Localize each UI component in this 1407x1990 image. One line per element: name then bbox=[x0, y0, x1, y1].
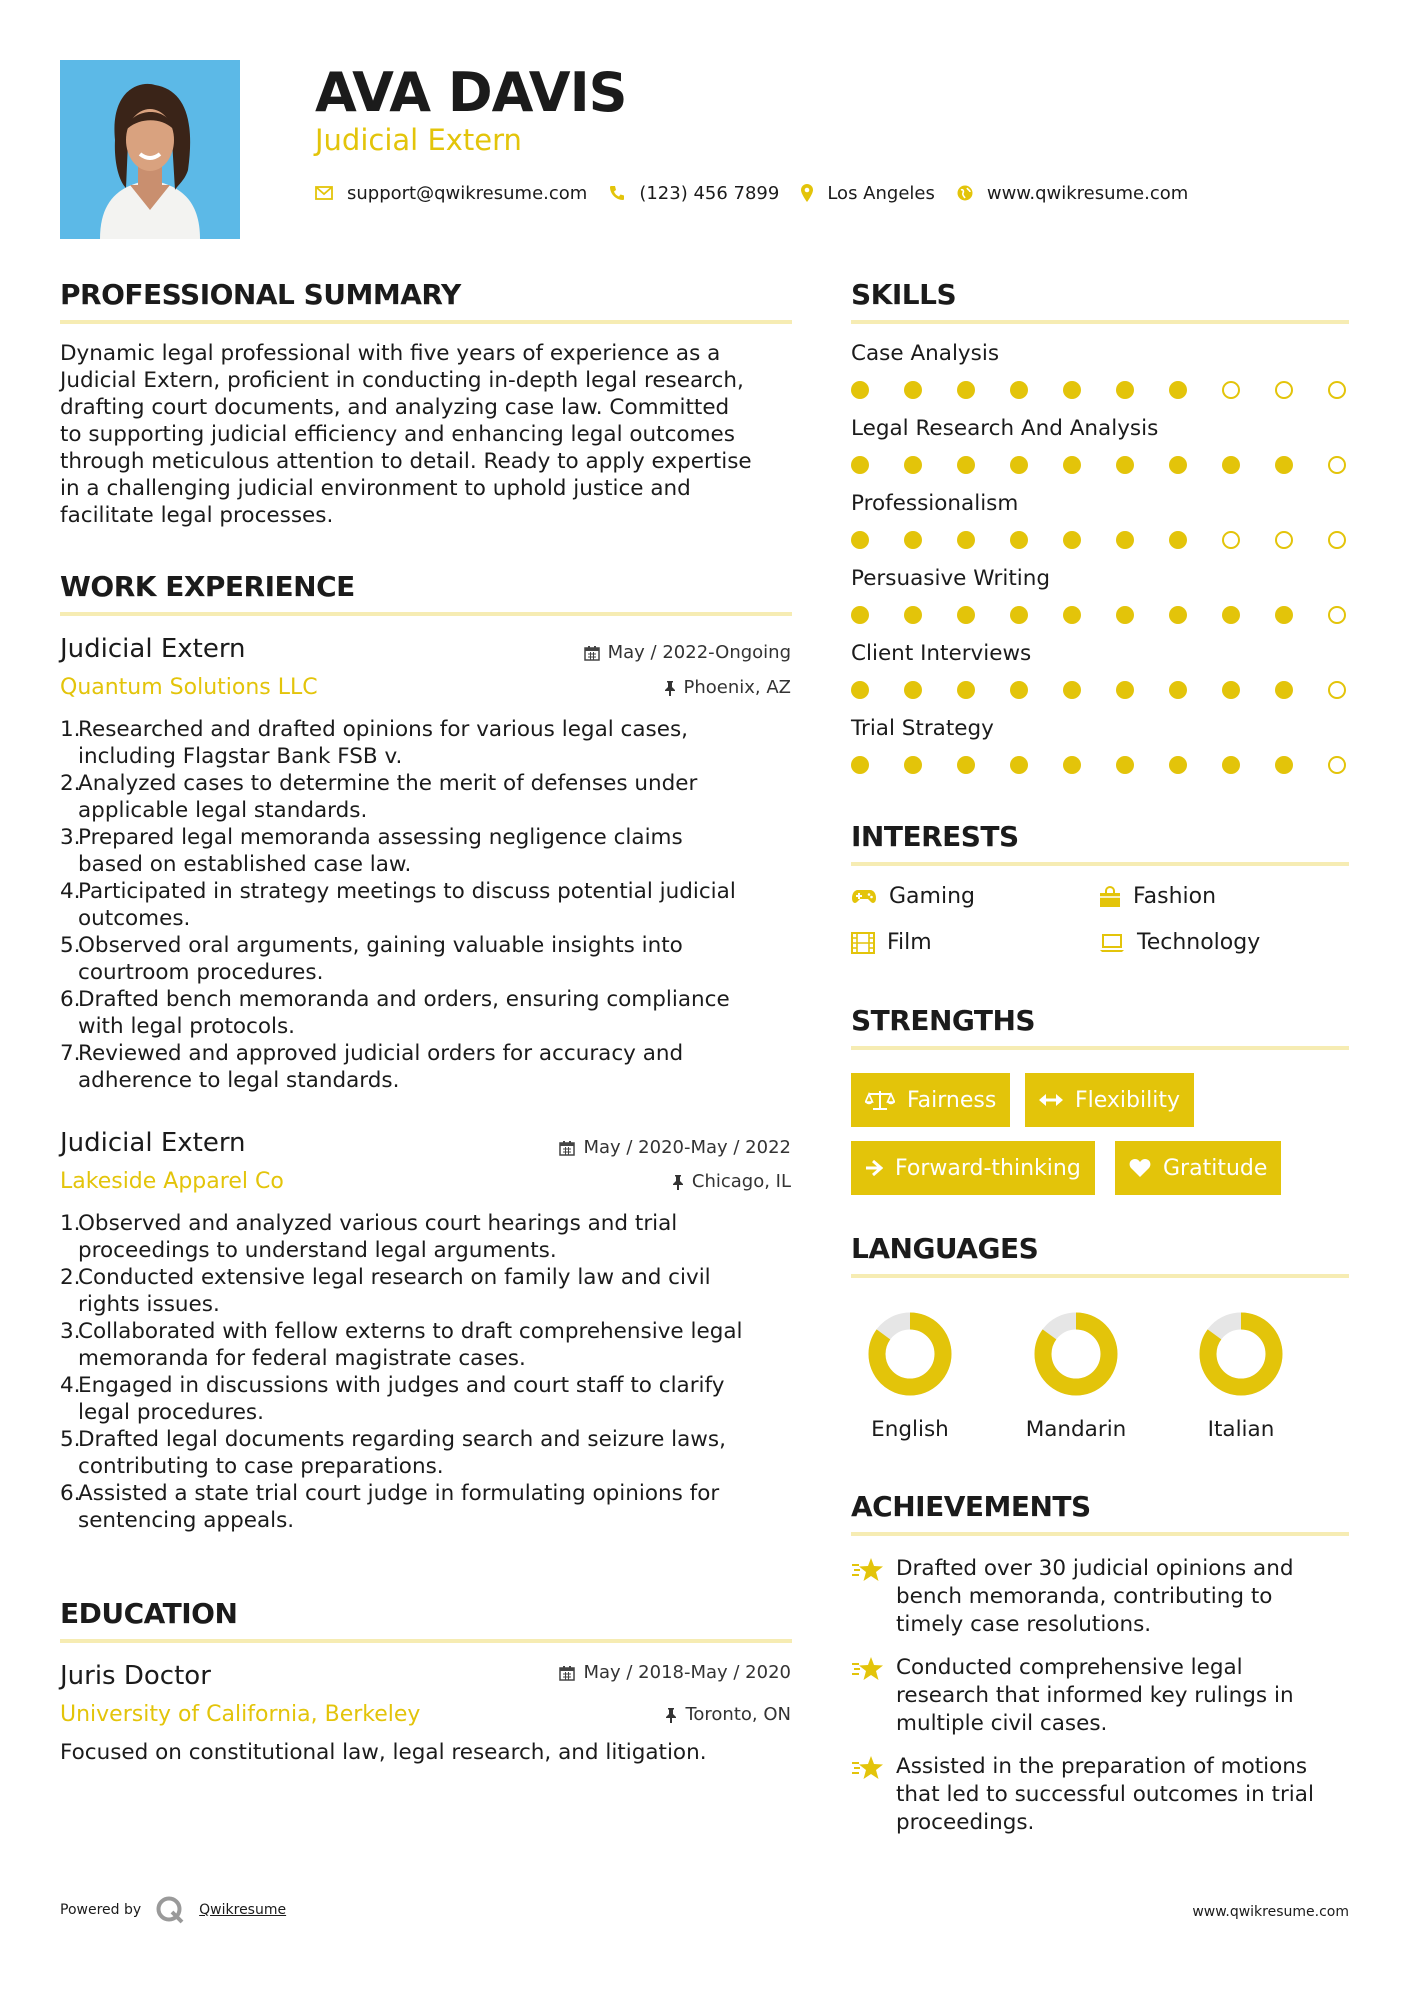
candidate-role: Judicial Extern bbox=[315, 123, 522, 157]
interest-label: Technology bbox=[1137, 930, 1261, 955]
skills-divider bbox=[851, 320, 1349, 324]
map-marker-icon bbox=[801, 184, 813, 202]
film-icon bbox=[851, 932, 875, 954]
rating-dot-filled bbox=[904, 531, 922, 549]
laptop-icon bbox=[1099, 933, 1125, 953]
strengths-divider bbox=[851, 1046, 1349, 1050]
language-item bbox=[835, 1310, 985, 1404]
language-label: Italian bbox=[1207, 1417, 1275, 1442]
rating-dot-filled bbox=[1010, 381, 1028, 399]
languages-heading: LANGUAGES bbox=[851, 1232, 1039, 1265]
rating-dot-filled bbox=[904, 606, 922, 624]
rating-dot-filled bbox=[851, 606, 869, 624]
rating-dot-empty bbox=[1222, 531, 1240, 549]
rating-dot-filled bbox=[1063, 756, 1081, 774]
education-location bbox=[665, 1703, 791, 1727]
language-item bbox=[1166, 1310, 1316, 1404]
pushpin-icon bbox=[672, 1174, 684, 1190]
balance-scale-icon bbox=[865, 1089, 895, 1111]
rating-dot-filled bbox=[1275, 756, 1293, 774]
rating-dot-filled bbox=[1063, 606, 1081, 624]
interest-item bbox=[851, 929, 932, 957]
rating-dot-filled bbox=[851, 681, 869, 699]
rating-dot-filled bbox=[1275, 681, 1293, 699]
rating-dot-filled bbox=[1116, 606, 1134, 624]
achievement-line: Conducted comprehensive legal bbox=[896, 1655, 1243, 1680]
skill-rating bbox=[851, 756, 1349, 774]
achievement-line: that led to successful outcomes in trial bbox=[896, 1782, 1314, 1807]
rating-dot-filled bbox=[957, 681, 975, 699]
skill-name: Client Interviews bbox=[851, 641, 1032, 666]
achievement-item bbox=[851, 1654, 1349, 1738]
rating-dot-filled bbox=[851, 531, 869, 549]
rating-dot-filled bbox=[851, 381, 869, 399]
powered-by-text: Powered by bbox=[60, 1902, 142, 1918]
rating-dot-filled bbox=[1222, 681, 1240, 699]
rating-dot-filled bbox=[1222, 456, 1240, 474]
job-title: Judicial Extern bbox=[60, 634, 246, 664]
job-duties-list bbox=[60, 716, 792, 1094]
contact-phone[interactable]: (123) 456 7899 bbox=[639, 182, 780, 204]
list-item: 4. Participated in strategy meetings to discuss potential judicial outcomes. bbox=[60, 879, 736, 931]
education-divider bbox=[60, 1639, 792, 1643]
summary-line: facilitate legal processes. bbox=[60, 503, 334, 528]
rating-dot-empty bbox=[1328, 681, 1346, 699]
list-item: 5. Drafted legal documents regarding search and seizure laws, contributing to case preparations. bbox=[60, 1427, 726, 1479]
rating-dot-filled bbox=[1010, 606, 1028, 624]
star-icon bbox=[851, 1654, 896, 1738]
rating-dot-filled bbox=[851, 756, 869, 774]
footer-branding bbox=[60, 1895, 286, 1925]
rating-dot-filled bbox=[1169, 456, 1187, 474]
rating-dot-filled bbox=[1116, 756, 1134, 774]
skill-rating bbox=[851, 681, 1349, 699]
skill-rating bbox=[851, 456, 1349, 474]
rating-dot-filled bbox=[851, 456, 869, 474]
rating-dot-filled bbox=[1116, 381, 1134, 399]
contact-email[interactable]: support@qwikresume.com bbox=[347, 182, 588, 204]
strength-label: Fairness bbox=[907, 1087, 997, 1113]
list-item: 1. Researched and drafted opinions for various legal cases, including Flagstar Bank FSB v. bbox=[60, 717, 689, 769]
achievement-line: Drafted over 30 judicial opinions and bbox=[896, 1556, 1294, 1581]
summary-line: drafting court documents, and analyzing case law. Committed bbox=[60, 395, 730, 420]
footer-website[interactable]: www.qwikresume.com bbox=[1192, 1904, 1349, 1920]
skill-name: Legal Research And Analysis bbox=[851, 416, 1159, 441]
interests-divider bbox=[851, 862, 1349, 866]
skill-rating bbox=[851, 606, 1349, 624]
shopping-bag-icon bbox=[1099, 886, 1121, 908]
skills-heading: SKILLS bbox=[851, 278, 957, 311]
job-title: Judicial Extern bbox=[60, 1128, 246, 1158]
summary-line: Judicial Extern, proficient in conducting in-depth legal research, bbox=[60, 368, 744, 393]
language-item bbox=[1001, 1310, 1151, 1404]
interest-label: Film bbox=[887, 930, 932, 955]
summary-line: Dynamic legal professional with five years of experience as a bbox=[60, 341, 721, 366]
job-location bbox=[664, 676, 792, 700]
achievement-item bbox=[851, 1753, 1349, 1837]
rating-dot-filled bbox=[1169, 531, 1187, 549]
skill-rating bbox=[851, 381, 1349, 399]
interest-item bbox=[851, 883, 975, 911]
rating-dot-empty bbox=[1328, 606, 1346, 624]
qwikresume-logo-icon bbox=[155, 1895, 185, 1925]
skill-name: Professionalism bbox=[851, 491, 1019, 516]
job-location bbox=[672, 1170, 791, 1194]
star-icon bbox=[851, 1555, 896, 1639]
interest-label: Gaming bbox=[889, 884, 975, 909]
education-location-text: Toronto, ON bbox=[685, 1704, 791, 1725]
rating-dot-filled bbox=[1010, 681, 1028, 699]
rating-dot-filled bbox=[1169, 381, 1187, 399]
list-item: 4. Engaged in discussions with judges and court staff to clarify legal procedures. bbox=[60, 1373, 725, 1425]
languages-divider bbox=[851, 1274, 1349, 1278]
rating-dot-filled bbox=[1116, 456, 1134, 474]
achievement-line: multiple civil cases. bbox=[896, 1711, 1108, 1736]
interest-item bbox=[1099, 883, 1216, 911]
strength-tag bbox=[1025, 1073, 1194, 1127]
experience-divider bbox=[60, 612, 792, 616]
list-item: 6. Assisted a state trial court judge in formulating opinions for sentencing appeals. bbox=[60, 1481, 720, 1533]
job-date-text: May / 2022-Ongoing bbox=[607, 642, 791, 663]
summary-text bbox=[60, 340, 792, 529]
list-item: 2. Conducted extensive legal research on family law and civil rights issues. bbox=[60, 1265, 711, 1317]
qwikresume-link[interactable]: Qwikresume bbox=[199, 1902, 287, 1918]
rating-dot-filled bbox=[1063, 531, 1081, 549]
contact-website[interactable]: www.qwikresume.com bbox=[986, 182, 1189, 204]
achievement-line: proceedings. bbox=[896, 1810, 1035, 1835]
list-item: 1. Observed and analyzed various court hearings and trial proceedings to understand legal arguments. bbox=[60, 1211, 678, 1263]
list-item: 6. Drafted bench memoranda and orders, ensuring compliance with legal protocols. bbox=[60, 987, 730, 1039]
rating-dot-filled bbox=[1275, 456, 1293, 474]
strength-tag bbox=[1115, 1141, 1281, 1195]
rating-dot-filled bbox=[904, 381, 922, 399]
degree-title: Juris Doctor bbox=[60, 1661, 211, 1691]
achievement-line: Assisted in the preparation of motions bbox=[896, 1754, 1308, 1779]
rating-dot-empty bbox=[1328, 456, 1346, 474]
pushpin-icon bbox=[664, 680, 676, 696]
strength-label: Gratitude bbox=[1163, 1155, 1268, 1181]
rating-dot-filled bbox=[1169, 681, 1187, 699]
education-description: Focused on constitutional law, legal research, and litigation. bbox=[60, 1740, 707, 1765]
interest-label: Fashion bbox=[1133, 884, 1217, 909]
rating-dot-filled bbox=[1010, 756, 1028, 774]
job-date bbox=[584, 641, 791, 665]
list-item: 3. Prepared legal memoranda assessing negligence claims based on established case law. bbox=[60, 825, 683, 877]
skill-rating bbox=[851, 531, 1349, 549]
rating-dot-filled bbox=[1063, 681, 1081, 699]
interest-item bbox=[1099, 929, 1260, 957]
rating-dot-filled bbox=[904, 756, 922, 774]
rating-dot-filled bbox=[1222, 756, 1240, 774]
rating-dot-filled bbox=[1169, 606, 1187, 624]
language-label: English bbox=[871, 1417, 949, 1442]
school-name: University of California, Berkeley bbox=[60, 1702, 421, 1727]
job-company: Quantum Solutions LLC bbox=[60, 675, 318, 700]
achievement-line: bench memoranda, contributing to bbox=[896, 1584, 1273, 1609]
heart-icon bbox=[1129, 1158, 1151, 1178]
rating-dot-filled bbox=[957, 381, 975, 399]
profile-photo bbox=[60, 60, 240, 239]
strength-label: Flexibility bbox=[1075, 1087, 1180, 1113]
job-date bbox=[559, 1136, 791, 1160]
rating-dot-filled bbox=[1169, 756, 1187, 774]
star-icon bbox=[851, 1753, 896, 1837]
job-duties-list bbox=[60, 1210, 792, 1534]
candidate-name: AVA DAVIS bbox=[315, 61, 627, 124]
achievement-line: timely case resolutions. bbox=[896, 1612, 1152, 1637]
rating-dot-empty bbox=[1275, 381, 1293, 399]
language-donut bbox=[835, 1310, 985, 1400]
education-heading: EDUCATION bbox=[60, 1597, 238, 1630]
language-label: Mandarin bbox=[1025, 1417, 1127, 1442]
summary-line: to supporting judicial efficiency and enhancing legal outcomes bbox=[60, 422, 735, 447]
achievements-divider bbox=[851, 1532, 1349, 1536]
experience-heading: WORK EXPERIENCE bbox=[60, 570, 355, 603]
summary-line: in a challenging judicial environment to uphold justice and bbox=[60, 476, 691, 501]
rating-dot-filled bbox=[1063, 381, 1081, 399]
strength-tag bbox=[851, 1073, 1010, 1127]
list-item: 3. Collaborated with fellow externs to draft comprehensive legal memoranda for federal magistrate cases. bbox=[60, 1319, 743, 1371]
strength-tag bbox=[851, 1141, 1095, 1195]
rating-dot-filled bbox=[1010, 456, 1028, 474]
education-date bbox=[559, 1661, 791, 1685]
job-location-text: Phoenix, AZ bbox=[683, 677, 791, 698]
rating-dot-empty bbox=[1222, 381, 1240, 399]
arrows-horizontal-icon bbox=[1039, 1093, 1063, 1107]
education-date-text: May / 2018-May / 2020 bbox=[583, 1662, 791, 1683]
interests-heading: INTERESTS bbox=[851, 820, 1019, 853]
list-item: 5. Observed oral arguments, gaining valuable insights into courtroom procedures. bbox=[60, 933, 683, 985]
rating-dot-filled bbox=[957, 606, 975, 624]
rating-dot-empty bbox=[1328, 756, 1346, 774]
rating-dot-filled bbox=[957, 456, 975, 474]
rating-dot-empty bbox=[1328, 531, 1346, 549]
envelope-icon bbox=[315, 186, 333, 200]
rating-dot-filled bbox=[1222, 606, 1240, 624]
gamepad-icon bbox=[851, 889, 877, 905]
rating-dot-empty bbox=[1328, 381, 1346, 399]
skill-name: Trial Strategy bbox=[851, 716, 994, 741]
skill-name: Case Analysis bbox=[851, 341, 1000, 366]
globe-icon bbox=[957, 185, 973, 201]
rating-dot-filled bbox=[904, 681, 922, 699]
strengths-heading: STRENGTHS bbox=[851, 1004, 1036, 1037]
language-donut bbox=[1001, 1310, 1151, 1400]
arrow-right-icon bbox=[865, 1159, 883, 1177]
calendar-icon bbox=[559, 1140, 575, 1156]
calendar-icon bbox=[559, 1665, 575, 1681]
contact-location: Los Angeles bbox=[827, 182, 935, 204]
calendar-icon bbox=[584, 645, 600, 661]
summary-divider bbox=[60, 320, 792, 324]
pushpin-icon bbox=[665, 1707, 677, 1723]
rating-dot-filled bbox=[1063, 456, 1081, 474]
rating-dot-filled bbox=[1116, 531, 1134, 549]
rating-dot-filled bbox=[957, 756, 975, 774]
rating-dot-filled bbox=[1010, 531, 1028, 549]
rating-dot-filled bbox=[957, 531, 975, 549]
skill-name: Persuasive Writing bbox=[851, 566, 1051, 591]
summary-heading: PROFESSIONAL SUMMARY bbox=[60, 278, 461, 311]
strength-label: Forward-thinking bbox=[895, 1155, 1081, 1181]
rating-dot-filled bbox=[904, 456, 922, 474]
list-item: 7. Reviewed and approved judicial orders for accuracy and adherence to legal standards. bbox=[60, 1041, 684, 1093]
achievement-line: research that informed key rulings in bbox=[896, 1683, 1294, 1708]
achievements-heading: ACHIEVEMENTS bbox=[851, 1490, 1091, 1523]
rating-dot-empty bbox=[1275, 531, 1293, 549]
language-donut bbox=[1166, 1310, 1316, 1400]
contact-bar bbox=[315, 178, 1210, 208]
job-date-text: May / 2020-May / 2022 bbox=[583, 1137, 791, 1158]
rating-dot-filled bbox=[1275, 606, 1293, 624]
job-location-text: Chicago, IL bbox=[691, 1171, 791, 1192]
rating-dot-filled bbox=[1116, 681, 1134, 699]
phone-icon bbox=[609, 185, 625, 201]
job-company: Lakeside Apparel Co bbox=[60, 1169, 284, 1194]
achievement-item bbox=[851, 1555, 1349, 1639]
summary-line: through meticulous attention to detail. Ready to apply expertise bbox=[60, 449, 752, 474]
list-item: 2. Analyzed cases to determine the merit of defenses under applicable legal standards. bbox=[60, 771, 698, 823]
